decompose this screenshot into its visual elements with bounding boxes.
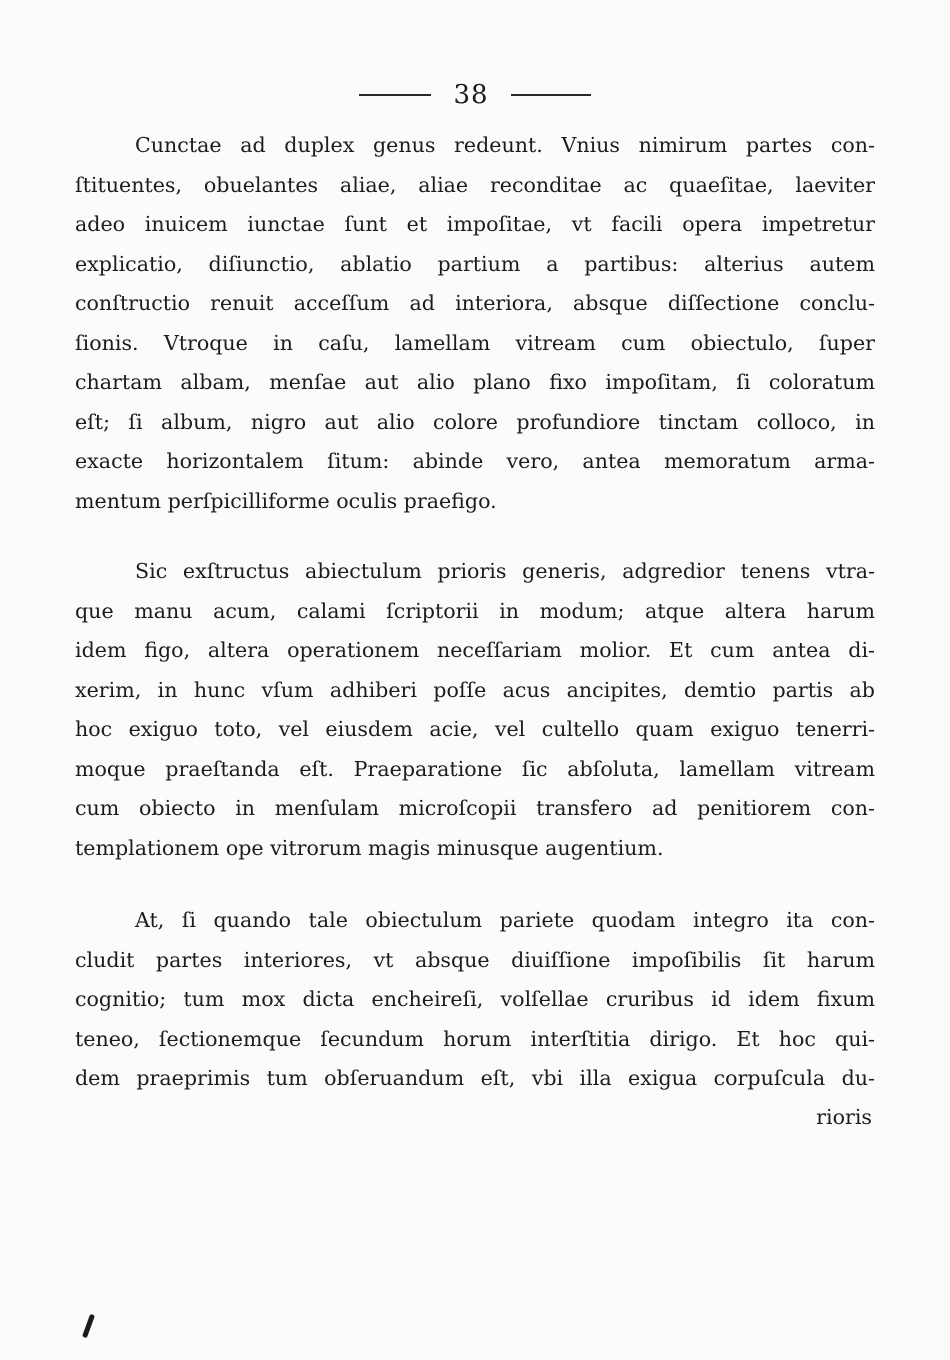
ink-mark (82, 1314, 95, 1338)
text-line: At, ſi quando tale obiectulum pariete quodam integro ita con- (135, 908, 875, 932)
text-line: xerim, in hunc vſum adhiberi poſſe acus ancipites, demtio partis ab (75, 677, 875, 702)
text-line: mentum perſpicilliforme oculis praefigo. (75, 488, 497, 513)
header-rule-right (511, 94, 591, 96)
paragraph-1 (75, 126, 875, 521)
text-line: exacte horizontalem ſitum: abinde vero, antea memoratum arma- (75, 449, 875, 473)
text-line: cludit partes interiores, vt absque diuiſſione impoſibilis ſit harum (75, 947, 875, 972)
header-rule-left (359, 94, 431, 96)
paragraph-3 (75, 901, 875, 1099)
text-line: Sic exſtructus abiectulum prioris generis, adgredior tenens vtra- (135, 559, 875, 583)
text-line: hoc exiguo toto, vel eiusdem acie, vel cultello quam exiguo tenerri- (75, 717, 875, 741)
catchword: rioris (816, 1105, 872, 1129)
text-line: cum obiecto in menſulam microſcopii transfero ad penitiorem con- (75, 796, 875, 820)
text-line: cognitio; tum mox dicta encheireſi, volſellae cruribus id idem fixum (75, 987, 875, 1011)
text-line: dem praeprimis tum obſeruandum eſt, vbi illa exigua corpuſcula du- (75, 1066, 875, 1090)
text-line: ſionis. Vtroque in caſu, lamellam vitream cum obiectulo, ſuper (75, 330, 875, 355)
text-line: teneo, ſectionemque ſecundum horum interſtitia dirigo. Et hoc qui- (75, 1026, 875, 1051)
text-line: eſt; ſi album, nigro aut alio colore profundiore tinctam colloco, in (75, 409, 875, 434)
text-line: conſtructio renuit acceſſum ad interiora, absque diſſectione conclu- (75, 291, 875, 315)
text-line: chartam albam, menſae aut alio plano fixo impoſitam, ſi coloratum (75, 370, 875, 394)
page-header (0, 78, 950, 112)
text-line: idem figo, altera operationem neceſſariam molior. Et cum antea di- (75, 638, 875, 662)
text-line: moque praeſtanda eſt. Praeparatione ſic abſoluta, lamellam vitream (75, 756, 875, 781)
text-line: adeo inuicem iunctae ſunt et impoſitae, vt facili opera impetretur (75, 212, 875, 236)
page-number: 38 (453, 80, 489, 110)
text-line: ſtituentes, obuelantes aliae, aliae reconditae ac quaeſitae, laeviter (75, 172, 875, 197)
text-line: templationem ope vitrorum magis minusque augentium. (75, 835, 664, 860)
text-line: que manu acum, calami ſcriptorii in modum; atque altera harum (75, 598, 875, 623)
text-line: explicatio, diſiunctio, ablatio partium a partibus: alterius autem (75, 251, 875, 276)
paragraph-2 (75, 552, 875, 868)
text-line: Cunctae ad duplex genus redeunt. Vnius nimirum partes con- (135, 133, 875, 157)
